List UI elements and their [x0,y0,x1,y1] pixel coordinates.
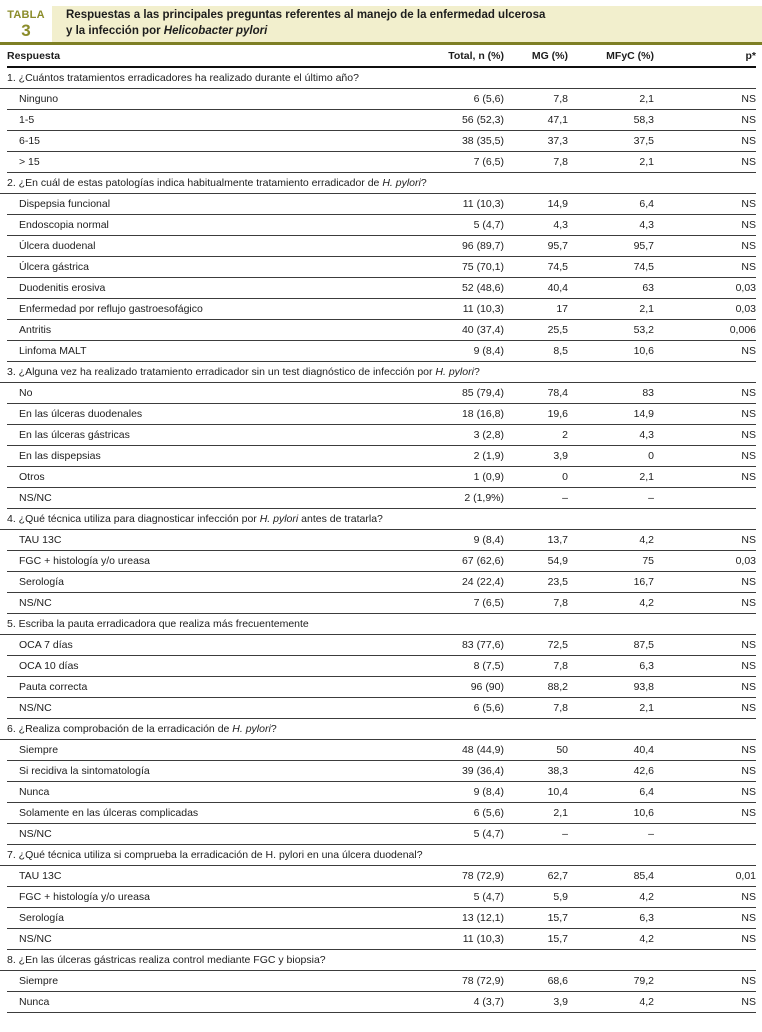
cell-respuesta: Ninguno [19,93,59,105]
cell-mg: 17 [556,303,568,315]
cell-mg: – [562,492,568,504]
cell-total: 40 (37,4) [461,324,504,336]
cell-total: 78 (72,9) [461,975,504,987]
cell-mfyc: 4,2 [639,996,654,1008]
table-row [7,530,756,551]
column-header-row [7,45,756,68]
table-row [7,866,756,887]
cell-p: NS [741,408,756,420]
cell-respuesta: FGC + histología y/o ureasa [19,891,151,903]
cell-mfyc: 6,4 [639,786,654,798]
table-row [7,320,756,341]
cell-respuesta: Siempre [19,975,59,987]
cell-respuesta: Duodenitis erosiva [19,282,106,294]
cell-p: NS [741,597,756,609]
question-text: 1. ¿Cuántos tratamientos erradicadores ha realizado durante el último año? [7,72,359,84]
cell-total: 6 (5,6) [473,93,504,105]
table-row [7,257,756,278]
table-row [7,131,756,152]
cell-mg: 2,1 [553,807,568,819]
table-row [7,488,756,509]
cell-mg: 7,8 [553,156,568,168]
cell-respuesta: Nunca [19,786,50,798]
cell-mfyc: 87,5 [633,639,654,651]
cell-p: NS [741,807,756,819]
cell-p: NS [741,933,756,945]
cell-p: NS [741,765,756,777]
table-header [0,6,762,42]
question-row [0,173,756,194]
cell-mg: 25,5 [547,324,568,336]
cell-mfyc: – [648,492,654,504]
cell-mfyc: 2,1 [639,93,654,105]
cell-mg: 88,2 [547,681,568,693]
cell-p: NS [741,345,756,357]
cell-total: 75 (70,1) [461,261,504,273]
cell-mg: 40,4 [547,282,568,294]
cell-p: 0,03 [735,282,756,294]
cell-p: NS [741,660,756,672]
cell-respuesta: TAU 13C [19,870,62,882]
cell-total: 67 (62,6) [461,555,504,567]
cell-mg: 15,7 [547,912,568,924]
cell-mfyc: 6,3 [639,660,654,672]
cell-p: NS [741,786,756,798]
cell-total: 2 (1,9%) [464,492,504,504]
cell-mg: 50 [556,744,568,756]
table-row [7,110,756,131]
table-row [7,803,756,824]
question-row [0,614,756,635]
table-row [7,929,756,950]
cell-total: 6 (5,6) [473,702,504,714]
question-text: 7. ¿Qué técnica utiliza si comprueba la erradicación de H. pylori en una úlcera duodenal? [7,849,423,861]
cell-respuesta: Siempre [19,744,59,756]
cell-mfyc: 16,7 [633,576,654,588]
cell-p: 0,006 [729,324,756,336]
question-italic-species: H. pylori [259,513,299,525]
table-row [7,467,756,488]
cell-respuesta: En las dispepsias [19,450,101,462]
cell-mfyc: 74,5 [633,261,654,273]
table-row [7,908,756,929]
table-title-band [52,6,762,42]
cell-mg: 7,8 [553,702,568,714]
table-row [7,656,756,677]
cell-p: NS [741,702,756,714]
cell-p: NS [741,156,756,168]
cell-total: 9 (8,4) [473,786,504,798]
cell-respuesta: En las úlceras duodenales [19,408,143,420]
cell-mg: 62,7 [547,870,568,882]
cell-respuesta: Linfoma MALT [19,345,87,357]
cell-mg: 3,9 [553,450,568,462]
cell-respuesta: FGC + histología y/o ureasa [19,555,151,567]
cell-mfyc: 10,6 [633,807,654,819]
table-row [7,194,756,215]
cell-p: NS [741,198,756,210]
cell-mg: 7,8 [553,597,568,609]
cell-mg: 0 [562,471,568,483]
cell-mg: 68,6 [547,975,568,987]
cell-total: 56 (52,3) [461,114,504,126]
survey-table [7,45,756,1013]
question-row [0,362,756,383]
cell-p: NS [741,996,756,1008]
cell-respuesta: NS/NC [19,597,52,609]
cell-mfyc: 14,9 [633,408,654,420]
cell-respuesta: OCA 7 días [19,639,73,651]
cell-mfyc: 63 [642,282,654,294]
table-row [7,341,756,362]
cell-p: 0,01 [735,870,756,882]
cell-mfyc: 4,2 [639,933,654,945]
cell-mg: 72,5 [547,639,568,651]
cell-total: 96 (89,7) [461,240,504,252]
cell-respuesta: Serología [19,912,64,924]
question-text: 6. ¿Realiza comprobación de la erradicación de H. pylori? [7,723,277,735]
cell-total: 5 (4,7) [473,891,504,903]
cell-mg: 7,8 [553,93,568,105]
cell-mfyc: 6,3 [639,912,654,924]
cell-p: NS [741,429,756,441]
cell-mfyc: 85,4 [633,870,654,882]
table-row [7,425,756,446]
table-badge-number: 3 [21,20,31,40]
table-body [7,68,756,1013]
cell-mg: – [562,828,568,840]
cell-total: 1 (0,9) [473,471,504,483]
cell-mfyc: 75 [642,555,654,567]
column-header-total: Total, n (%) [448,49,504,62]
cell-mfyc: 2,1 [639,156,654,168]
column-header-respuesta: Respuesta [7,49,61,62]
cell-respuesta: 1-5 [19,114,35,126]
cell-p: NS [741,93,756,105]
cell-total: 11 (10,3) [462,303,504,315]
cell-total: 7 (6,5) [473,597,504,609]
table-row [7,446,756,467]
cell-p: NS [741,261,756,273]
cell-respuesta: OCA 10 días [19,660,79,672]
cell-p: NS [741,576,756,588]
question-text: 5. Escriba la pauta erradicadora que realiza más frecuentemente [7,618,309,630]
cell-respuesta: NS/NC [19,492,52,504]
table-row [7,236,756,257]
table-row [7,677,756,698]
table-row [7,299,756,320]
cell-mfyc: 58,3 [633,114,654,126]
cell-mg: 78,4 [547,387,568,399]
cell-mfyc: 4,3 [639,429,654,441]
cell-total: 11 (10,3) [462,198,504,210]
cell-p: NS [741,471,756,483]
cell-mg: 95,7 [547,240,568,252]
table-row [7,887,756,908]
cell-mg: 7,8 [553,660,568,672]
cell-respuesta: Nunca [19,996,50,1008]
cell-p: 0,03 [735,303,756,315]
cell-mfyc: 10,6 [633,345,654,357]
cell-total: 38 (35,5) [461,135,504,147]
cell-respuesta: Úlcera duodenal [19,240,96,252]
cell-mg: 19,6 [547,408,568,420]
cell-mfyc: 4,2 [639,534,654,546]
cell-respuesta: Úlcera gástrica [19,261,90,273]
question-row [0,950,756,971]
cell-p: NS [741,891,756,903]
cell-respuesta: > 15 [19,156,40,168]
cell-respuesta: Dispepsia funcional [19,198,111,210]
cell-mfyc: 53,2 [633,324,654,336]
cell-total: 18 (16,8) [461,408,504,420]
table-badge-label: TABLA [7,8,45,21]
cell-p: NS [741,135,756,147]
cell-p: NS [741,450,756,462]
table-row [7,152,756,173]
cell-mg: 2 [562,429,568,441]
cell-mfyc: 4,2 [639,891,654,903]
question-row [0,719,756,740]
question-row [0,509,756,530]
table-row [7,824,756,845]
cell-respuesta: Otros [19,471,45,483]
cell-mfyc: 4,3 [639,219,654,231]
cell-respuesta: Pauta correcta [19,681,88,693]
cell-p: 0,03 [735,555,756,567]
cell-total: 8 (7,5) [473,660,504,672]
cell-mfyc: 0 [648,450,654,462]
cell-respuesta: 6-15 [19,135,41,147]
cell-respuesta: NS/NC [19,702,52,714]
cell-mfyc: 6,4 [639,198,654,210]
cell-mfyc: 37,5 [633,135,654,147]
cell-mg: 23,5 [547,576,568,588]
cell-mg: 5,9 [553,891,568,903]
cell-p: NS [741,975,756,987]
cell-p: NS [741,387,756,399]
table-row [7,740,756,761]
table-badge [0,6,52,42]
cell-mg: 37,3 [547,135,568,147]
cell-total: 48 (44,9) [461,744,504,756]
cell-mfyc: 2,1 [639,471,654,483]
cell-mg: 13,7 [547,534,568,546]
cell-mg: 74,5 [547,261,568,273]
cell-mg: 4,3 [553,219,568,231]
column-header-mg: MG (%) [531,49,568,62]
cell-total: 9 (8,4) [473,345,504,357]
cell-mfyc: 95,7 [633,240,654,252]
cell-p: NS [741,744,756,756]
table-row [7,782,756,803]
question-text: 3. ¿Alguna vez ha realizado tratamiento erradicador sin un test diagnóstico de infección por H. pylori? [7,366,480,378]
cell-total: 3 (2,8) [473,429,504,441]
cell-total: 2 (1,9) [473,450,504,462]
cell-respuesta: No [19,387,33,399]
cell-mfyc: 4,2 [639,597,654,609]
table-row [7,635,756,656]
table-row [7,761,756,782]
cell-mfyc: 2,1 [639,303,654,315]
cell-p: NS [741,240,756,252]
table-row [7,215,756,236]
cell-mfyc: 42,6 [633,765,654,777]
cell-total: 6 (5,6) [473,807,504,819]
table-title-line1: Respuestas a las principales preguntas referentes al manejo de la enfermedad ulcerosa [66,9,546,22]
question-row [0,845,756,866]
question-text: 8. ¿En las úlceras gástricas realiza control mediante FGC y biopsia? [7,954,326,966]
question-italic-species: H. pylori [382,177,421,189]
cell-p: NS [741,114,756,126]
table-row [7,593,756,614]
cell-mfyc: 40,4 [633,744,654,756]
cell-mg: 14,9 [547,198,568,210]
table-row [7,278,756,299]
table-row [7,383,756,404]
cell-total: 85 (79,4) [461,387,504,399]
table-title-line2-italic: Helicobacter pylori [163,25,268,37]
cell-mg: 10,4 [547,786,568,798]
cell-total: 9 (8,4) [473,534,504,546]
table-row [7,551,756,572]
cell-respuesta: Serología [19,576,64,588]
cell-respuesta: Endoscopia normal [19,219,109,231]
table-row [7,404,756,425]
cell-total: 24 (22,4) [461,576,504,588]
cell-respuesta: TAU 13C [19,534,62,546]
cell-respuesta: En las úlceras gástricas [19,429,130,441]
cell-mfyc: 2,1 [639,702,654,714]
cell-total: 78 (72,9) [461,870,504,882]
cell-mg: 8,5 [553,345,568,357]
cell-p: NS [741,219,756,231]
table-title-line2-text: y la infección por [66,25,164,37]
question-text: 4. ¿Qué técnica utiliza para diagnosticar infección por H. pylori antes de tratarla? [7,513,383,525]
cell-total: 7 (6,5) [473,156,504,168]
question-italic-species: H. pylori [232,723,271,735]
cell-respuesta: Solamente en las úlceras complicadas [19,807,199,819]
cell-mg: 47,1 [547,114,568,126]
cell-respuesta: NS/NC [19,828,52,840]
cell-mfyc: 79,2 [633,975,654,987]
column-header-p: p* [745,49,756,62]
table-row [7,572,756,593]
column-header-mfyc: MFyC (%) [606,49,654,62]
cell-p: NS [741,639,756,651]
cell-total: 13 (12,1) [461,912,504,924]
cell-total: 4 (3,7) [473,996,504,1008]
table-row [7,698,756,719]
question-text: 2. ¿En cuál de estas patologías indica habitualmente tratamiento erradicador de H. pylori? [7,177,427,189]
cell-mg: 3,9 [553,996,568,1008]
cell-p: NS [741,681,756,693]
cell-respuesta: Antritis [19,324,52,336]
table-row [7,89,756,110]
cell-mg: 15,7 [547,933,568,945]
cell-mg: 38,3 [547,765,568,777]
cell-total: 52 (48,6) [461,282,504,294]
cell-p: NS [741,534,756,546]
cell-mfyc: 93,8 [633,681,654,693]
table-row [7,992,756,1013]
cell-total: 96 (90) [470,681,504,693]
cell-mg: 54,9 [547,555,568,567]
cell-mfyc: 83 [642,387,654,399]
cell-total: 83 (77,6) [461,639,504,651]
cell-respuesta: Enfermedad por reflujo gastroesofágico [19,303,203,315]
cell-p: NS [741,912,756,924]
cell-respuesta: Si recidiva la sintomatología [19,765,150,777]
table-row [7,971,756,992]
cell-respuesta: NS/NC [19,933,52,945]
cell-total: 5 (4,7) [473,828,504,840]
question-italic-species: H. pylori [435,366,474,378]
cell-mfyc: – [648,828,654,840]
question-row [0,68,756,89]
table-title-line2 [66,24,752,40]
cell-total: 39 (36,4) [461,765,504,777]
cell-total: 5 (4,7) [473,219,504,231]
cell-total: 11 (10,3) [462,933,504,945]
